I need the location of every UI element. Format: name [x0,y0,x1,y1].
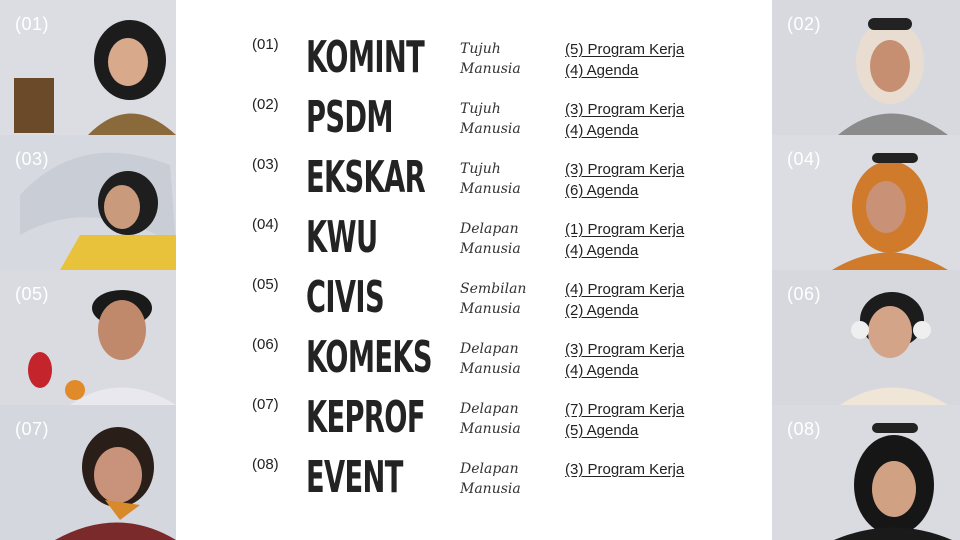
division-index: (06) [252,336,279,353]
division-members: Delapan Manusia [460,221,521,257]
division-row [250,270,730,330]
member-photo-08 [772,405,960,540]
photo-number: (07) [15,419,50,439]
division-links [565,459,684,480]
agenda-link[interactable]: (6) Agenda [565,182,639,199]
program-kerja-link[interactable]: (4) Program Kerja [565,281,685,298]
agenda-link[interactable]: (4) Agenda [565,242,639,259]
division-members: Delapan Manusia [460,341,521,377]
photo-number: (04) [787,149,822,169]
division-name: PSDM [306,92,393,143]
member-photo-04 [772,135,960,270]
photo-number: (08) [787,419,822,439]
division-name: CIVIS [306,272,384,323]
division-links [565,279,684,321]
division-row [250,30,730,90]
division-name: KOMEKS [306,332,432,383]
division-list [250,30,730,510]
right-photo-column [772,0,960,540]
photo-number: (02) [787,14,822,34]
photo-number: (06) [787,284,822,304]
division-name: KOMINT [306,32,425,83]
member-photo-06 [772,270,960,405]
agenda-link[interactable]: (4) Agenda [565,122,639,139]
division-members: Tujuh Manusia [460,101,521,137]
division-name: EKSKAR [306,152,425,203]
division-name: KWU [306,212,378,263]
division-index: (08) [252,456,279,473]
division-index: (01) [252,36,279,53]
division-index: (05) [252,276,279,293]
division-index: (02) [252,96,279,113]
division-links [565,339,684,381]
division-name: KEPROF [306,392,425,443]
division-row [250,390,730,450]
program-kerja-link[interactable]: (5) Program Kerja [565,41,685,58]
left-photo-column [0,0,176,540]
division-links [565,399,684,441]
program-kerja-link[interactable]: (3) Program Kerja [565,461,685,478]
photo-number: (03) [15,149,50,169]
member-photo-03 [0,135,176,270]
program-kerja-link[interactable]: (3) Program Kerja [565,101,685,118]
program-kerja-link[interactable]: (7) Program Kerja [565,401,685,418]
division-links [565,39,684,81]
division-row [250,210,730,270]
division-index: (07) [252,396,279,413]
photo-number: (05) [15,284,50,304]
agenda-link[interactable]: (2) Agenda [565,302,639,319]
agenda-link[interactable]: (4) Agenda [565,362,639,379]
division-row [250,450,730,510]
division-index: (03) [252,156,279,173]
division-members: Sembilan Manusia [460,281,527,317]
division-members: Tujuh Manusia [460,161,521,197]
division-row [250,150,730,210]
member-photo-05 [0,270,176,405]
division-members: Delapan Manusia [460,461,521,497]
division-links [565,159,684,201]
division-links [565,219,684,261]
division-name: EVENT [306,452,403,503]
program-kerja-link[interactable]: (3) Program Kerja [565,161,685,178]
program-kerja-link[interactable]: (3) Program Kerja [565,341,685,358]
division-members: Tujuh Manusia [460,41,521,77]
agenda-link[interactable]: (5) Agenda [565,422,639,439]
agenda-link[interactable]: (4) Agenda [565,62,639,79]
member-photo-01 [0,0,176,135]
member-photo-07 [0,405,176,540]
program-kerja-link[interactable]: (1) Program Kerja [565,221,685,238]
division-members: Delapan Manusia [460,401,521,437]
division-row [250,330,730,390]
photo-number: (01) [15,14,50,34]
division-links [565,99,684,141]
member-photo-02 [772,0,960,135]
division-row [250,90,730,150]
division-index: (04) [252,216,279,233]
